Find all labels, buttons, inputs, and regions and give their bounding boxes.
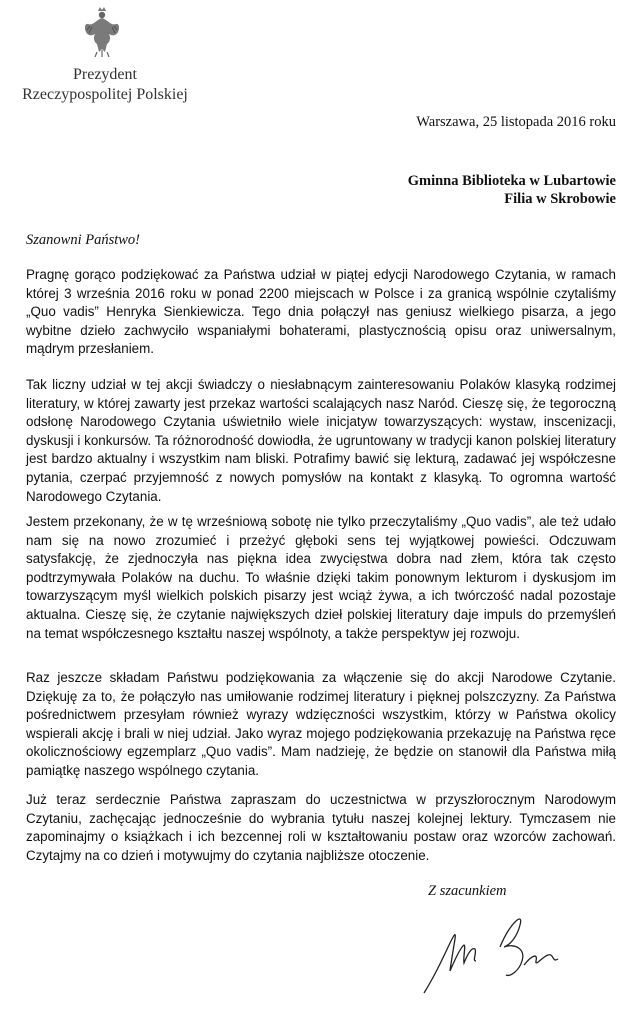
handwritten-signature (420, 905, 570, 1000)
closing-phrase: Z szacunkiem (428, 883, 507, 899)
letterhead-subtitle: Rzeczypospolitej Polskiej (22, 86, 188, 103)
paragraph-1: Pragnę gorąco podziękować za Państwa udział w piątej edycji Narodowego Czytania, w ramach której 3 września 2016 roku w ponad 2200 miejscach w Polsce i za granicą wspólnie czytaliśmy „Quo vadis” Henryka Sienkiewicza. Tego dnia połączył nas geniusz wielkiego pisarza, a jego wybitne dzieło zachwyciło wspaniałymi bohaterami, plastycznością opisu oraz uniwersalnym, mądrym przesłaniem. (26, 267, 616, 357)
paragraph-3: Jestem przekonany, że w tę wrześniową sobotę nie tylko przeczytaliśmy „Quo vadis”, ale też udało nam się na nowo zrozumieć i przeżyć głęboki sens tej wyjątkowej powieści. Odczuwam satysfakcję, że zjednoczyła nas piękna idea zwycięstwa dobra nad złem, która tak często podtrzymywała Polaków na duchu. To właśnie dzięki takim ponownym lekturom i dyskusjom im towarzyszącym myśl wielkich polskich pisarzy jest wciąż żywa, a ich twórczość nadal pozostaje aktualna. Cieszę się, że czytanie największych dzieł polskiej literatury daje impuls do przemyśleń na temat współczesnego kształtu naszej wspólnoty, a także perspektyw jej rozwoju. (26, 514, 616, 641)
recipient-branch: Filia w Skrobowie (504, 191, 616, 207)
eagle-emblem-icon (82, 6, 122, 58)
paragraph-5: Już teraz serdecznie Państwa zapraszam do uczestnictwa w przyszłorocznym Narodowym Czytaniu, zachęcając jednocześnie do wybrania tytułu naszej kolejnej lektury. Tymczasem nie zapominajmy o książkach i ich bezcennej roli w kształtowaniu postaw oraz wzorców zachowań. Czytajmy na co dzień i motywujmy do czytania najbliższe otoczenie. (26, 792, 616, 863)
paragraph-4: Raz jeszcze składam Państwu podziękowania za włączenie się do akcji Narodowe Czytanie. Dziękuję za to, że połączyło nas umiłowanie rodzimej literatury i pięknej polszczyzny. Za Państwa pośrednictwem przesyłam również wyrazy wdzięczności wszystkim, którzy w Państwa okolicy wspierali akcję i brali w niej udział. Jako wyraz mojego podziękowania przekazuję na Państwa ręce okolicznościowy egzemplarz „Quo vadis”. Mam nadzieję, że będzie on stanowił dla Państwa miłą pamiątkę naszego wspólnego czytania. (26, 670, 616, 778)
letterhead-title: Prezydent (73, 66, 137, 83)
recipient-name: Gminna Biblioteka w Lubartowie (407, 173, 616, 189)
letter-date: Warszawa, 25 listopada 2016 roku (416, 114, 616, 130)
paragraph-2: Tak liczny udział w tej akcji świadczy o niesłabnącym zainteresowaniu Polaków klasyką rodzimej literatury, w której zawarty jest przekaz wartości scalających nasz Naród. Cieszę się, że tegoroczną odsłonę Narodowego Czytania uświetniło wiele inicjatyw towarzyszących: wystaw, inscenizacji, dyskusji i konkursów. Ta różnorodność dowiodła, że ugruntowany w tradycji kanon polskiej literatury jest bardzo aktualny i wszystkim nam bliski. Potrafimy bawić się lekturą, zadawać jej współczesne pytania, czerpać przyjemność z nowych pomysłów na kontakt z klasyką. To ogromna wartość Narodowego Czytania. (26, 377, 616, 504)
salutation: Szanowni Państwo! (26, 232, 140, 248)
